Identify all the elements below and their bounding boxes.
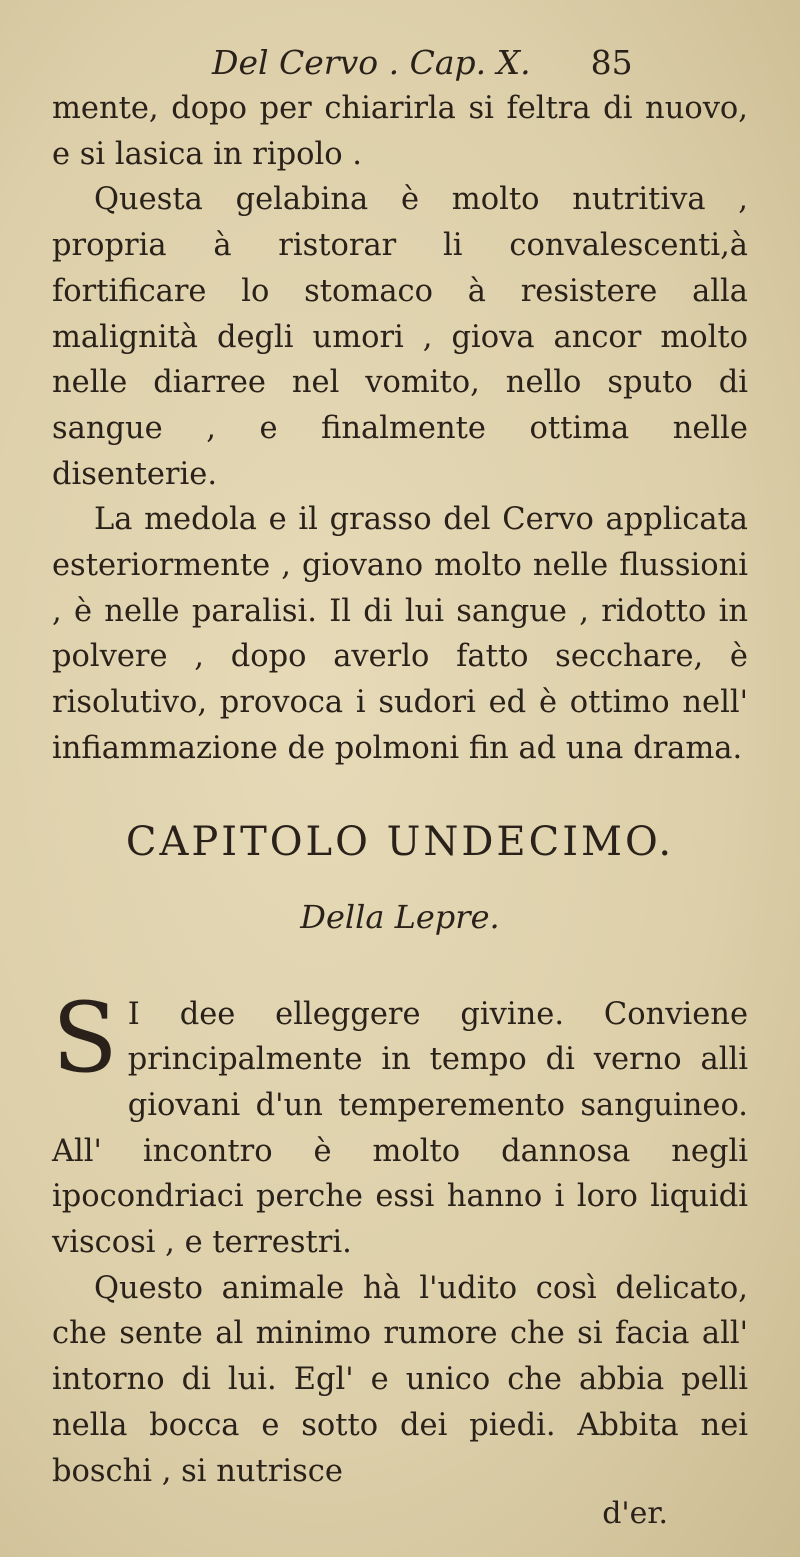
drop-cap: S — [52, 981, 118, 1094]
catchword: d'er. — [602, 1496, 668, 1532]
paragraph-3: La medola e il grasso del Cervo applicata esteriormente , giovano molto nelle flussioni , è nelle paralisi. Il di lui sangue , ridotto in polvere , dopo averlo fatto secchare, è risolutivo, provoca i sudori ed è ottimo nell' infiammazione de polmoni fin ad una drama. — [52, 502, 748, 766]
paragraph-2: Questa gelabina è molto nutritiva , propria à ristorar li convalescenti,à fortificare lo stomaco à resistere alla malignità degli umori , giova ancor molto nelle diarree nel vomito, nello sputo di sangue , e finalmente ottima nelle disenterie. — [52, 182, 748, 492]
chapter-opening — [52, 981, 748, 1266]
page-number: 85 — [590, 43, 633, 82]
running-title: Del Cervo . Cap. X. — [212, 43, 531, 82]
paragraph-1: mente, dopo per chiarirla si feltra di nuovo, e si lasica in ripolo . — [52, 91, 748, 172]
paragraph-5: Questo animale hà l'udito così delicato, che sente al minimo rumore che si facia all' intorno di lui. Egl' e unico che abbia pelli nella bocca e sotto dei piedi. Abbita nei boschi , si nutrisce — [52, 1270, 748, 1489]
chapter-title: CAPITOLO UNDECIMO. — [125, 818, 675, 865]
running-head — [212, 40, 748, 86]
paragraph-4: I dee elleggere givine. Conviene principalmente in tempo di verno alli giovani d'un temperemento sanguineo. All' incontro è molto dannosa negli ipocondriaci perche essi hanno i loro liquidi viscosi , e terrestri. — [52, 996, 748, 1261]
chapter-subtitle: Della Lepre. — [300, 897, 500, 936]
